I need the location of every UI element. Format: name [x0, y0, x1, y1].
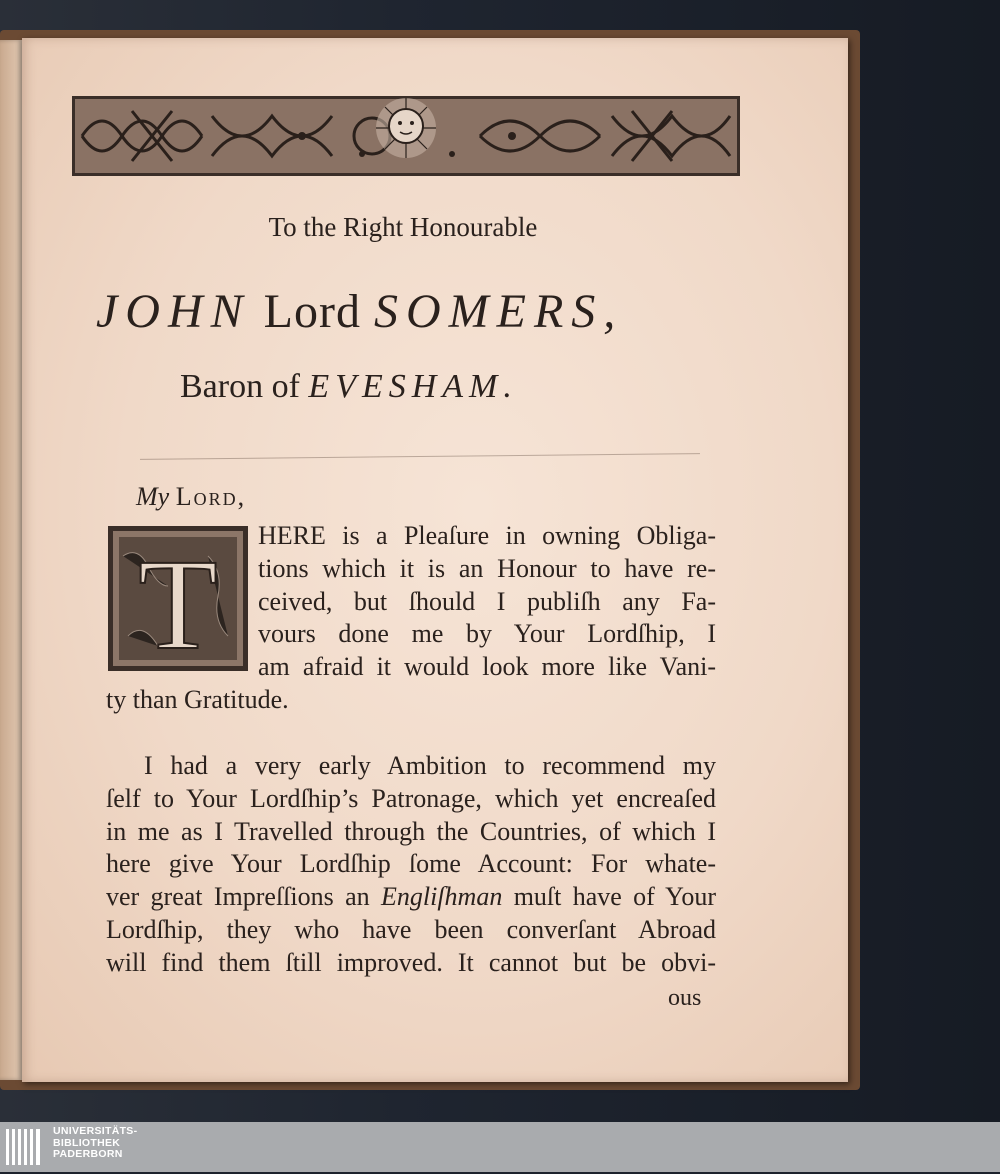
library-name	[53, 1126, 137, 1161]
italic-word: Engliſhman	[380, 882, 503, 912]
salutation	[136, 482, 246, 512]
headpiece-ornament	[72, 96, 740, 176]
dedicatee-name	[96, 284, 623, 339]
text-line: vours done me by Your Lordſhip, I	[258, 619, 716, 649]
text-line: ſelf to Your Lordſhip’s Patronage, which yet encreaſed	[106, 783, 716, 813]
facing-page-edge	[0, 40, 22, 1080]
dropcap-letter: T	[138, 533, 218, 671]
text-line: tions which it is an Honour to have re-	[258, 553, 716, 583]
library-name-line-1: UNIVERSITÄTS-	[53, 1125, 138, 1137]
text-line: here give Your Lordſhip ſome Account: For whate-	[106, 849, 716, 879]
name-last: SOMERS,	[373, 285, 624, 338]
text-line: ceived, but ſhould I publiſh any Fa-	[258, 586, 716, 616]
salutation-my: My	[136, 482, 170, 511]
text-line: in me as I Travelled through the Countries, of which I	[106, 816, 716, 846]
text-line-with-italic	[106, 881, 716, 914]
library-name-line-3: PADERBORN	[53, 1148, 123, 1160]
baron-prefix: Baron of	[180, 368, 300, 405]
text-line: will find them ſtill improved. It cannot but be obvi-	[106, 947, 716, 977]
text-line: I had a very early Ambition to recommend my	[144, 751, 716, 780]
catchword: ous	[668, 985, 702, 1011]
dedication-to-line: To the Right Honourable	[268, 212, 538, 242]
text-segment: ver great Impreſſions an	[106, 882, 370, 912]
text-line: Lordſhip, they who have been converſant Abroad	[106, 914, 716, 944]
library-footer-bar	[0, 1122, 1000, 1172]
paragraph-1	[106, 520, 716, 717]
baron-title	[180, 368, 518, 406]
library-logo-icon	[4, 1125, 48, 1169]
salutation-lord: Lord,	[175, 482, 247, 511]
name-title: Lord	[263, 285, 361, 338]
text-line: am afraid it would look more like Vani-	[258, 652, 716, 682]
baron-place: EVESHAM.	[308, 368, 518, 405]
text-line: ty than Gratitude.	[106, 684, 289, 714]
text-line: HERE is a Pleaſure in owning Obliga-	[258, 521, 716, 550]
name-first: JOHN	[96, 285, 251, 338]
paragraph-2	[106, 750, 716, 980]
text-segment: muſt have of Your	[513, 882, 717, 912]
library-name-line-2: BIBLIOTHEK	[53, 1136, 121, 1149]
